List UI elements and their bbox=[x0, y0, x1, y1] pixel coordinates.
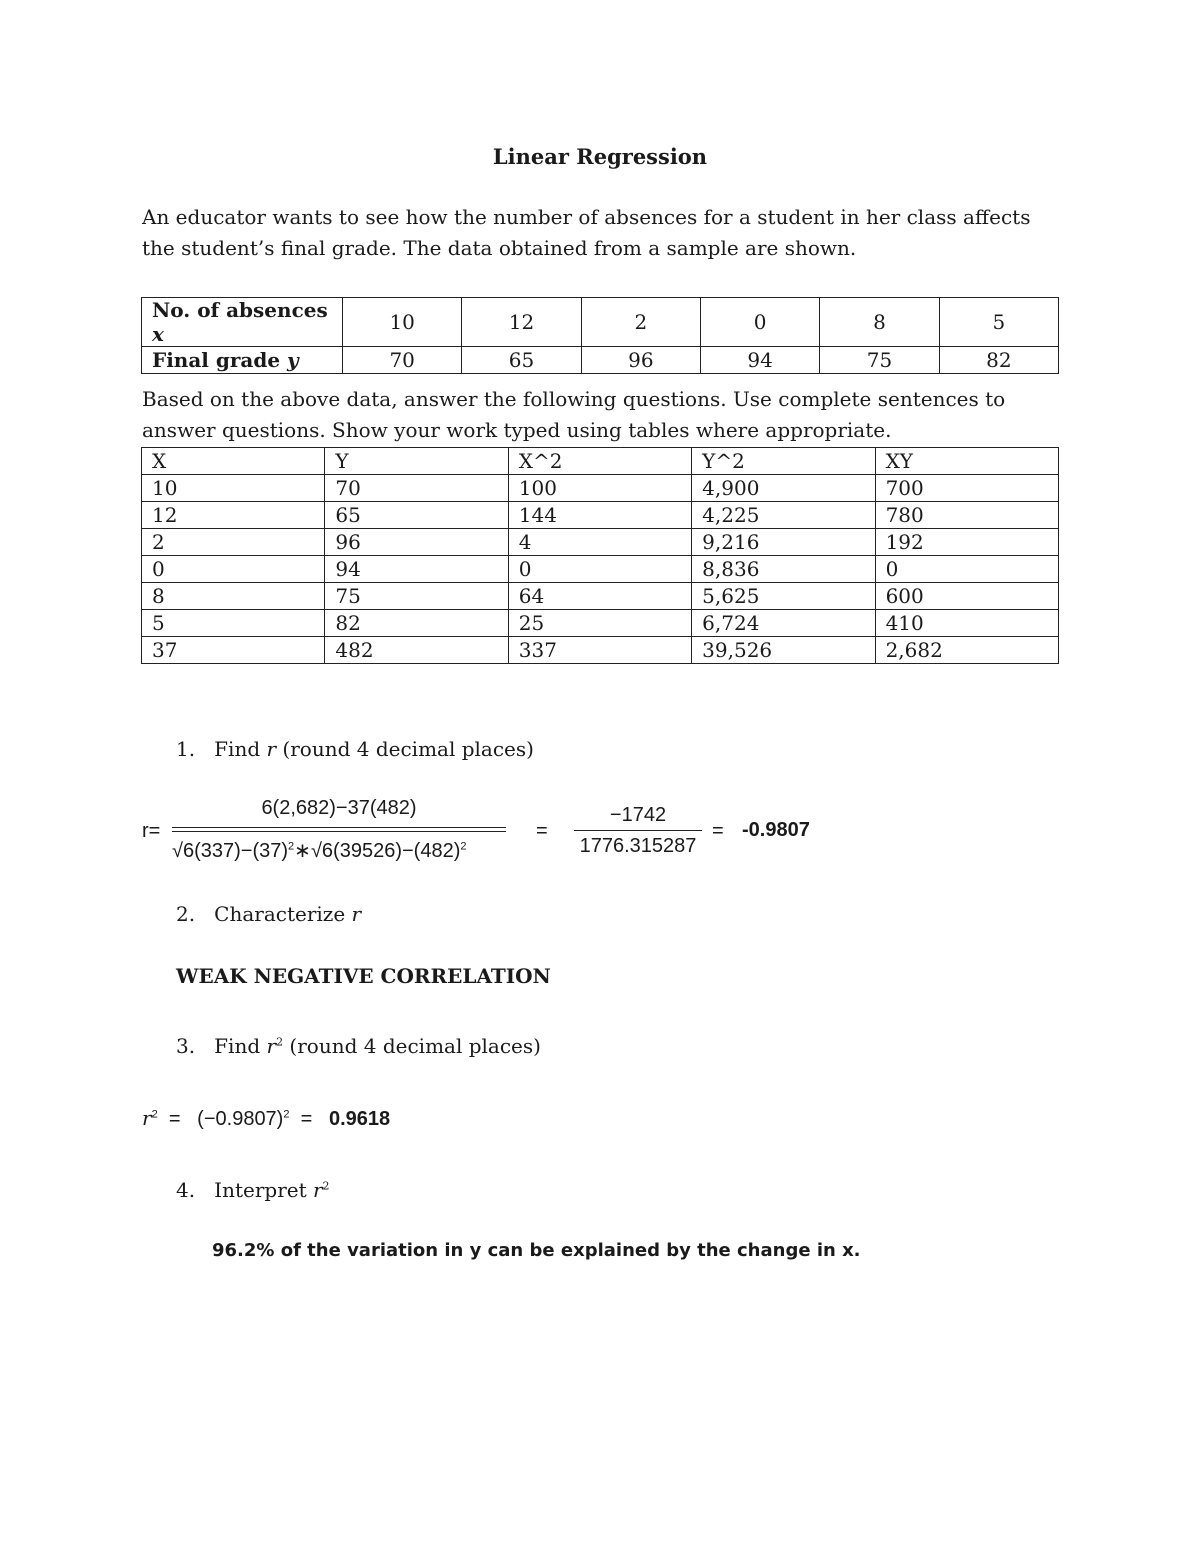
table-cell: 2 bbox=[581, 298, 700, 347]
table-row bbox=[142, 502, 1059, 529]
table-cell: 75 bbox=[820, 347, 939, 374]
question-4: 4. Interpret $r^2$ bbox=[176, 1178, 330, 1202]
data-table bbox=[141, 297, 1059, 374]
question-3: 3. Find $r^2$ (round 4 decimal places) bbox=[176, 1034, 541, 1058]
row-header-y: Final grade y bbox=[142, 347, 343, 374]
table-row bbox=[142, 298, 1059, 347]
table-cell: 96 bbox=[325, 529, 508, 556]
fraction-bar bbox=[574, 830, 702, 831]
table-cell: 70 bbox=[343, 347, 462, 374]
table-cell: 0 bbox=[142, 556, 325, 583]
fraction-bar bbox=[172, 827, 506, 828]
answer-2: WEAK NEGATIVE CORRELATION bbox=[176, 964, 551, 988]
table-row bbox=[142, 556, 1059, 583]
table-cell: 9,216 bbox=[692, 529, 875, 556]
r2-calculation: $r^2$ = $(-0.9807)^2$ = 0.9618 bbox=[142, 1106, 391, 1130]
table-cell: 144 bbox=[508, 502, 691, 529]
table-cell: 482 bbox=[325, 637, 508, 664]
work-table bbox=[141, 447, 1059, 664]
sqrt-icon: √ bbox=[310, 840, 322, 862]
intro-paragraph: An educator wants to see how the number of absences for a student in her class affects the student’s final grade. The data obtained from a sample are shown. bbox=[142, 205, 1031, 260]
page-title: Linear Regression bbox=[492, 144, 708, 169]
table-header-row bbox=[142, 448, 1059, 475]
table-cell: 37 bbox=[142, 637, 325, 664]
table-cell: 96 bbox=[581, 347, 700, 374]
table-cell: 4,900 bbox=[692, 475, 875, 502]
table-cell: 65 bbox=[462, 347, 581, 374]
table-cell: 5,625 bbox=[692, 583, 875, 610]
equals-sign: = bbox=[536, 820, 548, 842]
column-header: Y bbox=[325, 448, 508, 475]
mid-numerator: −1742 bbox=[609, 804, 667, 826]
row-header-x: No. of absences x bbox=[142, 298, 343, 347]
table-cell: 4,225 bbox=[692, 502, 875, 529]
table-cell: 64 bbox=[508, 583, 691, 610]
mid-denominator: 1776.315287 bbox=[579, 835, 697, 857]
column-header: Y^2 bbox=[692, 448, 875, 475]
table-cell: 700 bbox=[875, 475, 1058, 502]
r-result: -0.9807 bbox=[742, 819, 810, 841]
r-numerator: 6(2,682)−37(482) bbox=[261, 797, 417, 819]
table-cell: 8 bbox=[142, 583, 325, 610]
table-cell: 70 bbox=[325, 475, 508, 502]
table-row bbox=[142, 347, 1059, 374]
instructions-paragraph: Based on the above data, answer the following questions. Use complete sentences to answer questions. Show your work typed using tables where appropriate. bbox=[142, 387, 1006, 442]
table-cell: 94 bbox=[700, 347, 819, 374]
table-row-totals bbox=[142, 637, 1059, 664]
table-cell: 192 bbox=[875, 529, 1058, 556]
table-cell: 0 bbox=[508, 556, 691, 583]
table-cell: 6,724 bbox=[692, 610, 875, 637]
table-cell: 82 bbox=[325, 610, 508, 637]
table-cell: 410 bbox=[875, 610, 1058, 637]
table-cell: 780 bbox=[875, 502, 1058, 529]
table-cell: 65 bbox=[325, 502, 508, 529]
table-row bbox=[142, 475, 1059, 502]
table-cell: 2 bbox=[142, 529, 325, 556]
r-lhs: r= bbox=[142, 820, 161, 842]
table-cell: 600 bbox=[875, 583, 1058, 610]
table-cell: 8 bbox=[820, 298, 939, 347]
column-header: XY bbox=[875, 448, 1058, 475]
table-cell: 12 bbox=[142, 502, 325, 529]
equals-sign: = bbox=[712, 820, 724, 842]
table-cell: 39,526 bbox=[692, 637, 875, 664]
question-1: 1. Find r (round 4 decimal places) bbox=[176, 737, 534, 761]
sqrt-icon: √ bbox=[172, 840, 183, 862]
table-cell: 25 bbox=[508, 610, 691, 637]
table-cell: 12 bbox=[462, 298, 581, 347]
column-header: X^2 bbox=[508, 448, 691, 475]
table-cell: 100 bbox=[508, 475, 691, 502]
table-cell: 5 bbox=[142, 610, 325, 637]
question-2: 2. Characterize r bbox=[176, 902, 362, 926]
table-row bbox=[142, 583, 1059, 610]
table-cell: 82 bbox=[939, 347, 1058, 374]
table-cell: 0 bbox=[700, 298, 819, 347]
fraction-bar bbox=[172, 831, 506, 832]
r-denominator: $√6(337)-(37)^2∗√6(39526)-(482)^2$ bbox=[172, 840, 467, 862]
table-row bbox=[142, 529, 1059, 556]
table-cell: 0 bbox=[875, 556, 1058, 583]
answer-4: 96.2% of the variation in y can be explained by the change in x. bbox=[212, 1240, 861, 1261]
table-cell: 75 bbox=[325, 583, 508, 610]
table-cell: 2,682 bbox=[875, 637, 1058, 664]
table-cell: 10 bbox=[343, 298, 462, 347]
table-cell: 337 bbox=[508, 637, 691, 664]
table-cell: 94 bbox=[325, 556, 508, 583]
table-cell: 4 bbox=[508, 529, 691, 556]
table-cell: 8,836 bbox=[692, 556, 875, 583]
table-cell: 10 bbox=[142, 475, 325, 502]
column-header: X bbox=[142, 448, 325, 475]
table-row bbox=[142, 610, 1059, 637]
table-cell: 5 bbox=[939, 298, 1058, 347]
